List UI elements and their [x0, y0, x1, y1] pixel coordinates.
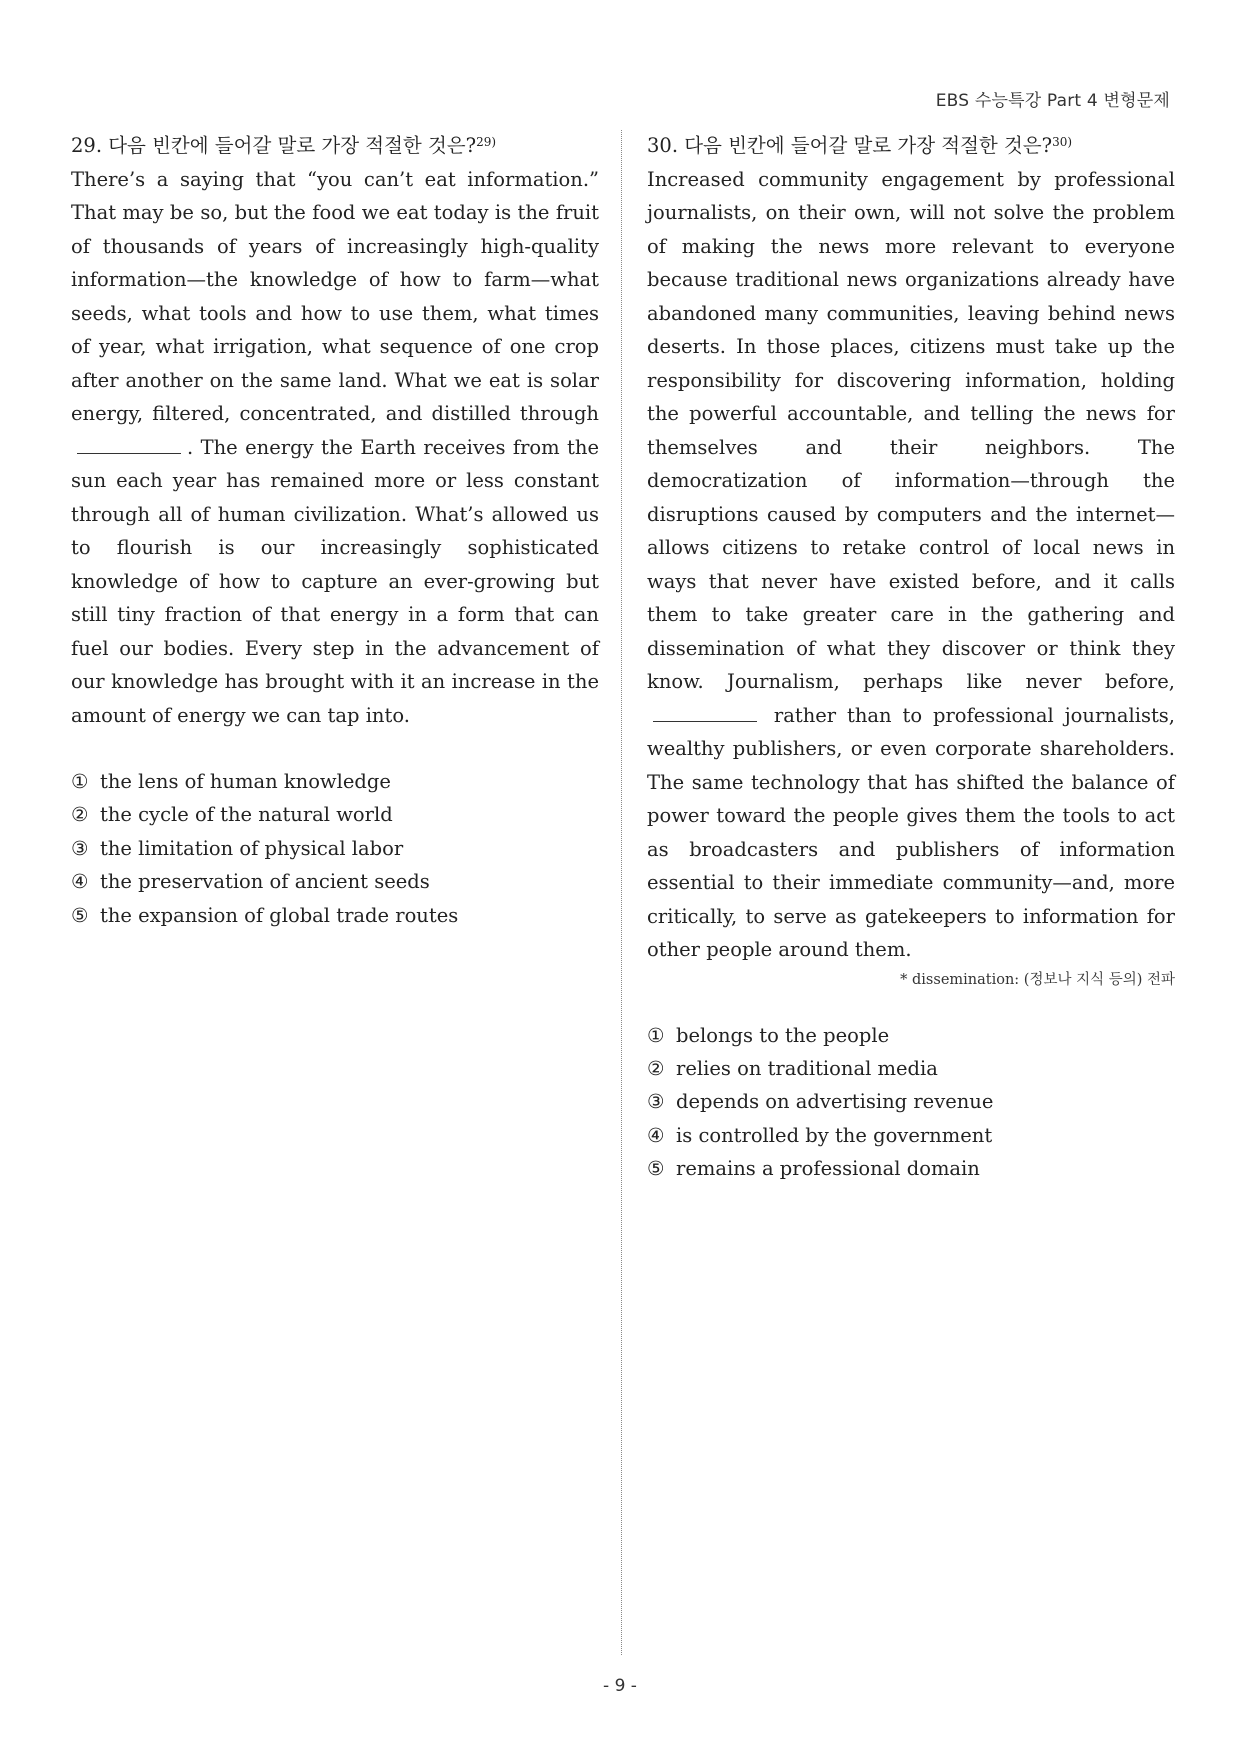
choice-item[interactable]: [647, 1052, 1175, 1085]
choice-text: the preservation of ancient seeds: [100, 870, 430, 894]
passage-30-part-2: rather than to professional journalists, wealthy publishers, or even corporate shareholders. The same technology that has shifted the balance of power toward the people gives them the tools to act as broadcasters and publishers of information essential to their immediate community—and, more critically, to serve as gatekeepers to information for other people around them.: [647, 703, 1175, 961]
answer-blank: [653, 705, 757, 722]
choice-text: the expansion of global trade routes: [100, 903, 459, 927]
answer-blank: [77, 437, 181, 454]
choice-item[interactable]: [647, 1152, 1175, 1185]
footnote-marker-30: 30): [1052, 135, 1073, 149]
question-30-choices: [647, 1019, 1175, 1186]
page-number: - 9 -: [603, 1676, 637, 1696]
choice-item[interactable]: [71, 765, 599, 798]
choice-item[interactable]: [647, 1019, 1175, 1052]
choice-number: ①: [647, 1023, 665, 1047]
choice-number: ⑤: [71, 903, 89, 927]
question-29: [71, 126, 599, 932]
choice-text: the lens of human knowledge: [100, 770, 391, 793]
choice-item[interactable]: [647, 1085, 1175, 1118]
question-29-title: [71, 126, 599, 163]
choice-number: ②: [71, 803, 89, 827]
choice-text: the cycle of the natural world: [100, 803, 393, 827]
choice-item[interactable]: [71, 832, 599, 865]
question-30-title-text: 30. 다음 빈칸에 들어갈 말로 가장 적절한 것은?: [647, 134, 1053, 157]
passage-29-part-1: There’s a saying that “you can’t eat information.” That may be so, but the food we eat today is the fruit of thousands of years of increasingly high-quality information—the knowledge of how to farm—what seeds, what tools and how to use them, what times of year, what irrigation, what sequence of one crop after another on the same land. What we eat is solar energy, filtered, concentrated, and distilled through: [71, 167, 599, 425]
choice-number: ③: [71, 836, 89, 860]
choice-text: remains a professional domain: [676, 1157, 980, 1181]
choice-number: ⑤: [647, 1157, 665, 1181]
choice-item[interactable]: [71, 899, 599, 932]
choice-number: ③: [647, 1090, 665, 1114]
choice-number: ②: [647, 1056, 665, 1080]
choice-text: belongs to the people: [676, 1023, 890, 1047]
footnote-marker-29: 29): [476, 135, 497, 149]
choice-text: relies on traditional media: [676, 1056, 938, 1080]
choice-number: ①: [71, 770, 89, 793]
column-divider: [621, 130, 622, 1655]
choice-text: is controlled by the government: [676, 1123, 993, 1147]
choice-item[interactable]: [71, 798, 599, 831]
question-30-passage: [647, 163, 1175, 967]
question-29-choices: [71, 765, 599, 932]
choice-number: ④: [647, 1123, 665, 1147]
choice-item[interactable]: [71, 865, 599, 898]
choice-number: ④: [71, 870, 89, 894]
question-30: [647, 126, 1175, 1186]
passage-29-part-2: . The energy the Earth receives from the sun each year has remained more or less constant through all of human civilization. What’s allowed us to flourish is our increasingly sophisticated knowledge of how to capture an ever-growing but still tiny fraction of that energy in a form that can fuel our bodies. Every step in the advancement of our knowledge has brought with it an increase in the amount of energy we can tap into.: [71, 435, 599, 727]
passage-30-part-1: Increased community engagement by professional journalists, on their own, will not solve the problem of making the news more relevant to everyone because traditional news organizations already have abandoned many communities, leaving behind news deserts. In those places, citizens must take up the responsibility for discovering information, holding the powerful accountable, and telling the news for themselves and their neighbors. The democratization of information—through the disruptions caused by computers and the internet—allows citizens to retake control of local news in ways that never have existed before, and it calls them to take greater care in the gathering and dissemination of what they discover or think they know. Journalism, perhaps like never before,: [647, 167, 1175, 693]
page-header: EBS 수능특강 Part 4 변형문제: [935, 91, 1170, 111]
question-30-title: [647, 126, 1175, 163]
question-29-passage: [71, 163, 599, 733]
vocabulary-gloss: * dissemination: (정보나 지식 등의) 전파: [900, 971, 1175, 988]
choice-text: depends on advertising revenue: [676, 1090, 994, 1114]
choice-item[interactable]: [647, 1119, 1175, 1152]
choice-text: the limitation of physical labor: [100, 836, 404, 860]
question-29-title-text: 29. 다음 빈칸에 들어갈 말로 가장 적절한 것은?: [71, 134, 477, 157]
